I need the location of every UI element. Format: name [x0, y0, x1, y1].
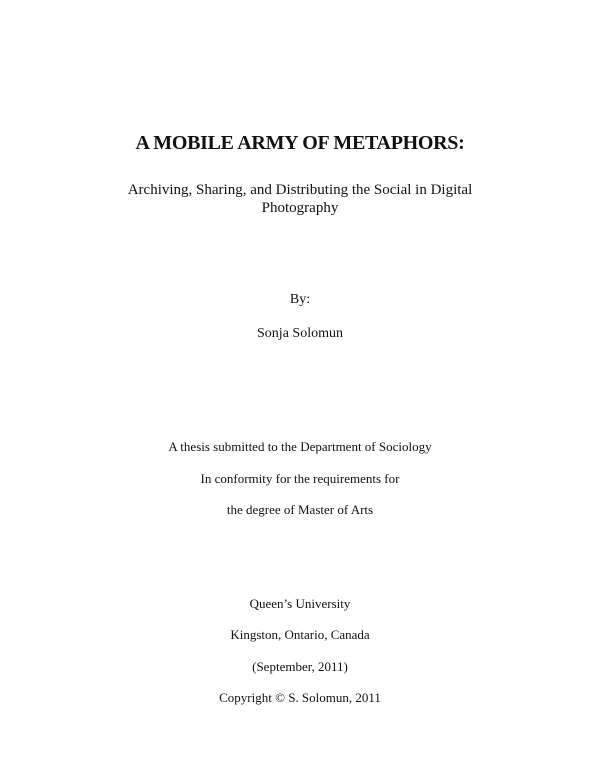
thesis-subtitle	[0, 181, 600, 217]
subtitle-line-2: Photography	[261, 200, 339, 216]
university-location: Kingston, Ontario, Canada	[230, 627, 370, 642]
submission-line-3: the degree of Master of Arts	[226, 502, 374, 517]
copyright-notice: Copyright © S. Solomun, 2011	[219, 690, 381, 705]
submission-line-1: A thesis submitted to the Department of Sociology	[168, 439, 432, 454]
submission-line-2: In conformity for the requirements for	[200, 471, 400, 486]
submission-date: (September, 2011)	[252, 659, 348, 674]
by-label: By:	[289, 292, 311, 307]
thesis-title: A MOBILE ARMY OF METAPHORS:	[135, 132, 465, 154]
subtitle-line-1: Archiving, Sharing, and Distributing the Social in Digital	[127, 182, 473, 198]
author-name: Sonja Solomun	[257, 326, 343, 341]
university-name: Queen’s University	[249, 596, 351, 611]
